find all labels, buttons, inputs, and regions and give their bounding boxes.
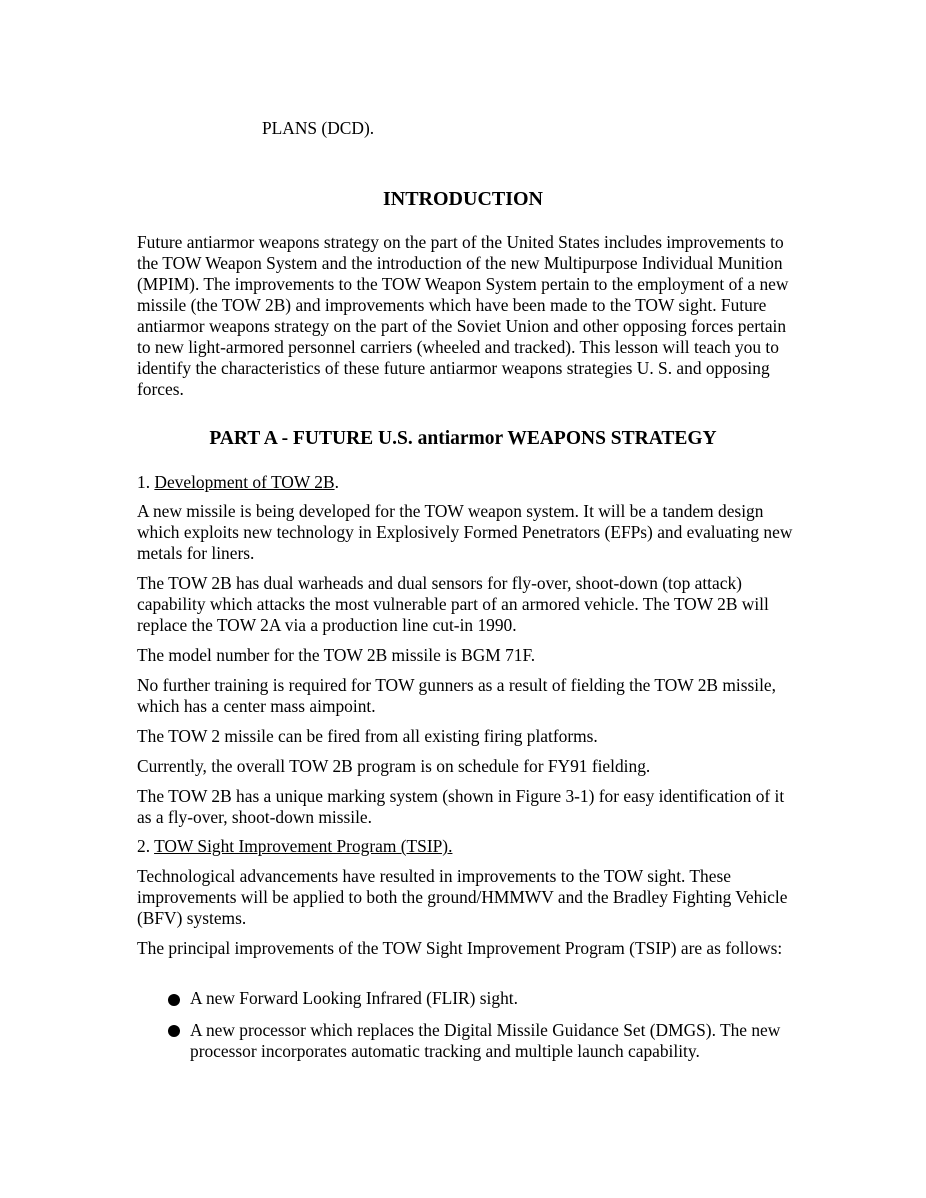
bullet-item: A new processor which replaces the Digital Missile Guidance Set (DMGS). The new processor incorporates automatic tracking and multiple launch capability. <box>190 1020 781 1061</box>
section-1-title: Development of TOW 2B <box>154 472 335 492</box>
section-2-paragraph: The principal improvements of the TOW Sight Improvement Program (TSIP) are as follows: <box>137 938 783 958</box>
section-2-paragraph: Technological advancements have resulted in improvements to the TOW sight. These improvements will be applied to both the ground/HMMWV and the Bradley Fighting Vehicle (BFV) systems. <box>137 866 788 928</box>
section-1-paragraph: No further training is required for TOW gunners as a result of fielding the TOW 2B missile, which has a center mass aimpoint. <box>137 675 776 716</box>
bullet-icon <box>168 994 180 1006</box>
section-1-paragraph: The model number for the TOW 2B missile is BGM 71F. <box>137 645 536 665</box>
introduction-heading: INTRODUCTION <box>382 188 544 210</box>
section-2-heading <box>137 836 797 857</box>
section-1-paragraph: A new missile is being developed for the TOW weapon system. It will be a tandem design which exploits new technology in Explosively Formed Penetrators (EFPs) and evaluating new metals for liners. <box>137 501 793 563</box>
section-2-title: TOW Sight Improvement Program (TSIP). <box>154 836 453 856</box>
section-1-paragraph: The TOW 2B has dual warheads and dual sensors for fly-over, shoot-down (top attack) capability which attacks the most vulnerable part of an armored vehicle. The TOW 2B will replace the TOW 2A via a production line cut-in 1990. <box>137 573 769 635</box>
introduction-paragraph: Future antiarmor weapons strategy on the part of the United States includes improvements to the TOW Weapon System and the introduction of the new Multipurpose Individual Munition (MPIM). The improvements to the TOW Weapon System pertain to the employment of a new missile (the TOW 2B) and improvements which have been made to the TOW sight. Future antiarmor weapons strategy on the part of the Soviet Union and other opposing forces pertain to new light-armored personnel carriers (wheeled and tracked). This lesson will teach you to identify the characteristics of these future antiarmor weapons strategies U. S. and opposing forces. <box>137 232 789 399</box>
bullet-item: A new Forward Looking Infrared (FLIR) sight. <box>190 988 518 1008</box>
continuation-text: PLANS (DCD). <box>262 118 375 138</box>
section-1-paragraph: The TOW 2B has a unique marking system (shown in Figure 3-1) for easy identification of it as a fly-over, shoot-down missile. <box>137 786 785 827</box>
section-1-title-suffix: . <box>334 472 339 492</box>
bullet-icon <box>168 1025 180 1037</box>
section-1-number: 1. <box>137 472 155 492</box>
section-1-paragraph: Currently, the overall TOW 2B program is on schedule for FY91 fielding. <box>137 756 651 776</box>
section-1-heading <box>137 472 797 493</box>
part-a-heading: PART A - FUTURE U.S. antiarmor WEAPONS STRATEGY <box>209 428 717 449</box>
section-1-paragraph: The TOW 2 missile can be fired from all existing firing platforms. <box>137 726 598 746</box>
section-2-number: 2. <box>137 836 155 856</box>
